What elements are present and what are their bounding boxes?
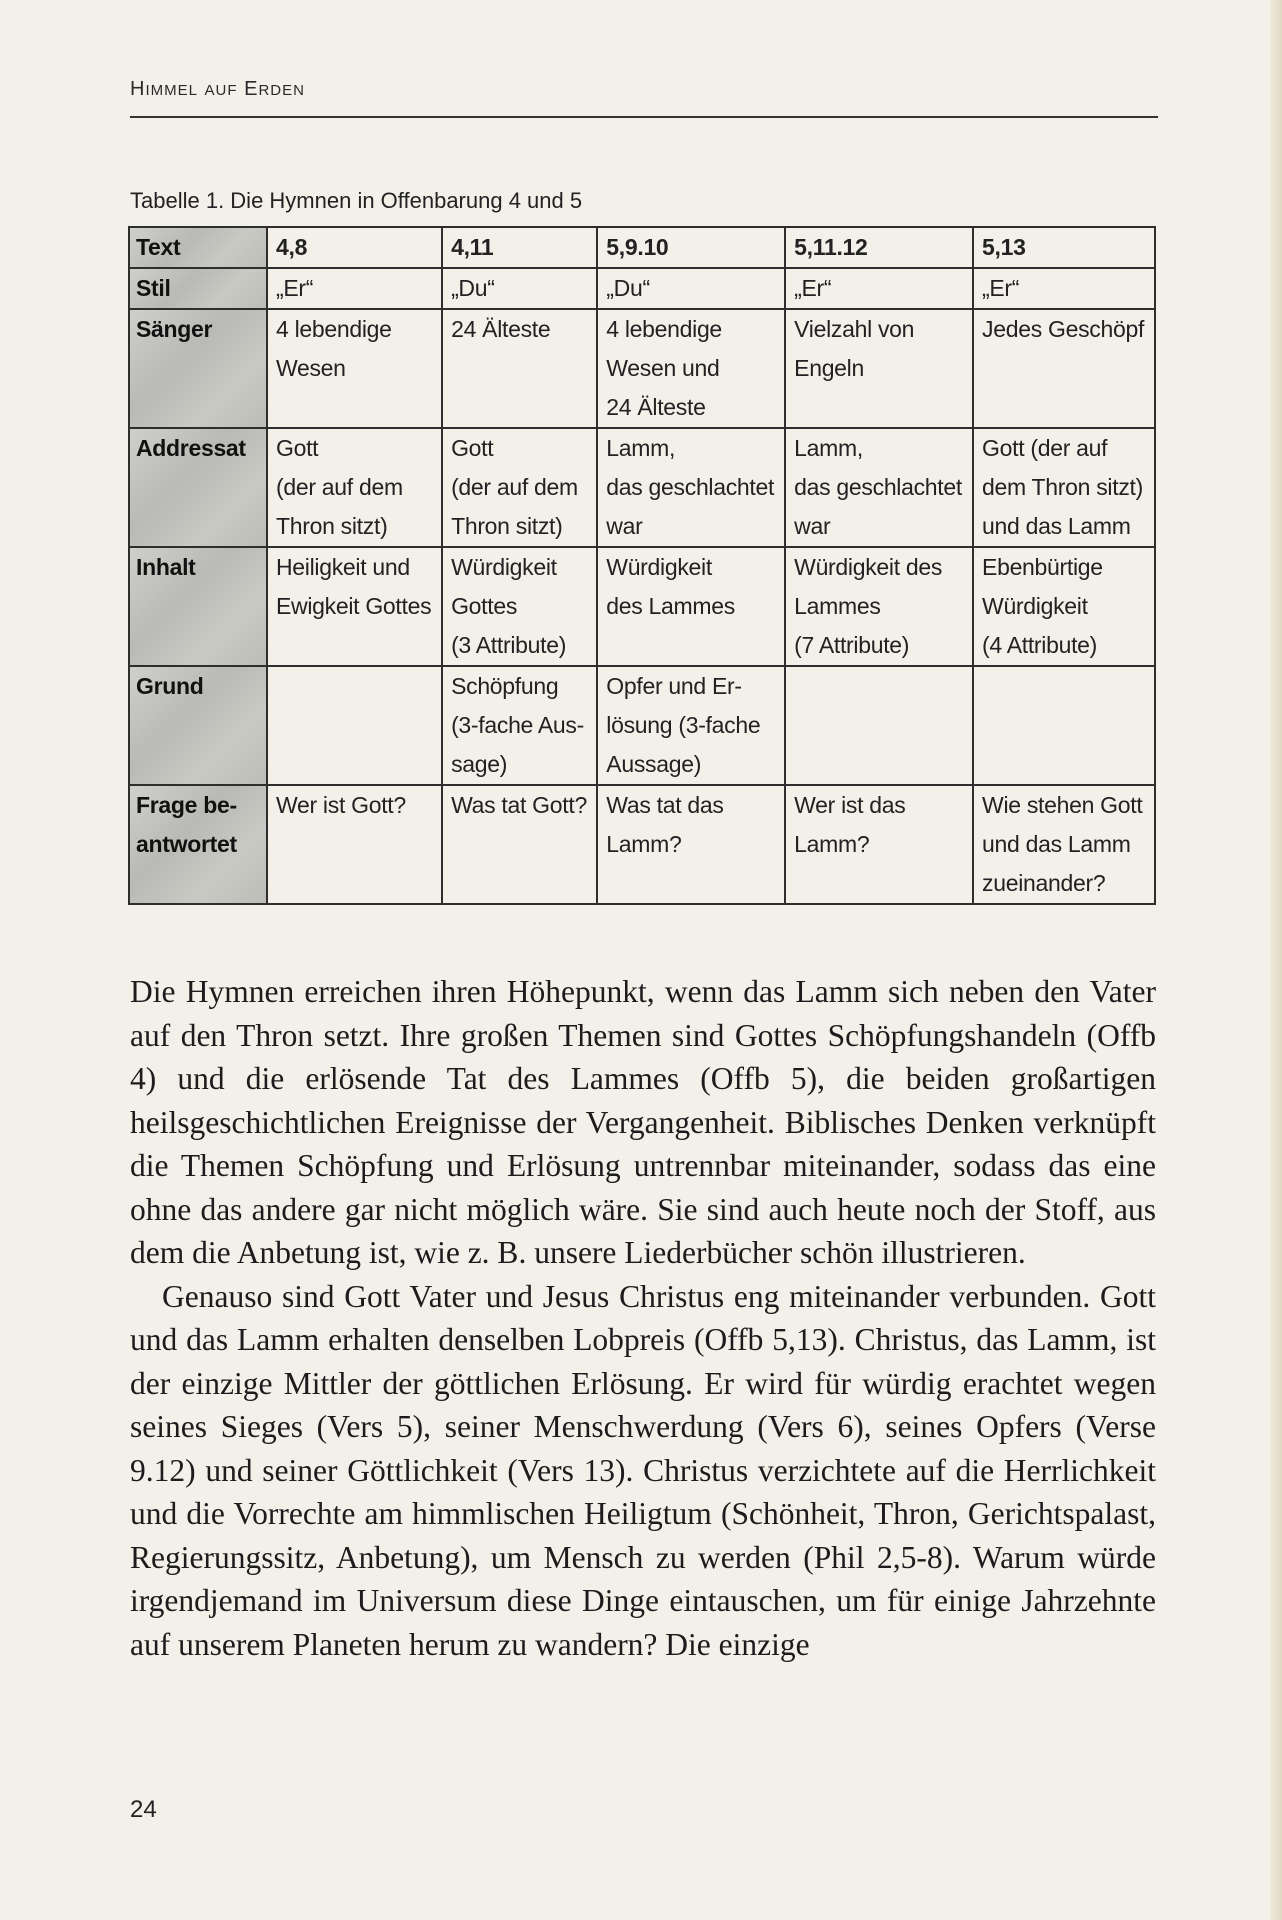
table-cell: „Er“ xyxy=(973,268,1155,309)
body-text xyxy=(130,970,1156,1666)
table-cell: Jedes Geschöpf xyxy=(973,309,1155,428)
table-cell: 4,8 xyxy=(267,227,442,268)
hymns-table xyxy=(128,226,1156,905)
table-cell: 5,9.10 xyxy=(597,227,785,268)
table-cell: Lamm, das geschlachtet war xyxy=(785,428,973,547)
table-cell: „Du“ xyxy=(442,268,597,309)
header-rule xyxy=(130,116,1158,118)
table-cell: Würdigkeit des Lammes (7 Attribute) xyxy=(785,547,973,666)
table-cell: 24 Älteste xyxy=(442,309,597,428)
row-header: Frage be- antwortet xyxy=(129,785,267,904)
row-header: Sänger xyxy=(129,309,267,428)
row-header: Inhalt xyxy=(129,547,267,666)
row-header: Addressat xyxy=(129,428,267,547)
table-cell: 5,13 xyxy=(973,227,1155,268)
table-cell: Würdigkeit des Lammes xyxy=(597,547,785,666)
table-cell: Schöpfung (3-fache Aus- sage) xyxy=(442,666,597,785)
table-cell: Wer ist das Lamm? xyxy=(785,785,973,904)
table-row xyxy=(129,666,1155,785)
table-cell: Gott (der auf dem Thron sitzt) und das Lamm xyxy=(973,428,1155,547)
table-cell: 5,11.12 xyxy=(785,227,973,268)
row-header: Grund xyxy=(129,666,267,785)
table-cell: „Du“ xyxy=(597,268,785,309)
page-number: 24 xyxy=(130,1796,157,1823)
table-row xyxy=(129,268,1155,309)
table-cell xyxy=(973,666,1155,785)
table-cell: 4,11 xyxy=(442,227,597,268)
table-cell xyxy=(785,666,973,785)
table-cell: Was tat das Lamm? xyxy=(597,785,785,904)
table-cell: Wer ist Gott? xyxy=(267,785,442,904)
table-row xyxy=(129,309,1155,428)
table-cell: „Er“ xyxy=(267,268,442,309)
table-cell: Ebenbürtige Würdigkeit (4 Attribute) xyxy=(973,547,1155,666)
table-row xyxy=(129,227,1155,268)
table-cell: Wie stehen Gott und das Lamm zueinander? xyxy=(973,785,1155,904)
table-cell: „Er“ xyxy=(785,268,973,309)
paragraph: Die Hymnen erreichen ihren Höhepunkt, wenn das Lamm sich neben den Vater auf den Thron setzt. Ihre großen Themen sind Gottes Schöpfungshandeln (Offb 4) und die erlösende Tat des Lammes (Offb 5), die beiden großartigen heilsgeschichtlichen Ereignisse der Vergangenheit. Biblisches Denken verknüpft die Themen Schöpfung und Erlösung untrennbar miteinander, sodass das eine ohne das andere gar nicht möglich wäre. Sie sind auch heute noch der Stoff, aus dem die Anbetung ist, wie z. B. unsere Liederbücher schön illustrieren. xyxy=(130,974,1156,1270)
table-cell: Lamm, das geschlachtet war xyxy=(597,428,785,547)
table-row xyxy=(129,547,1155,666)
table-row xyxy=(129,428,1155,547)
table-cell: Vielzahl von Engeln xyxy=(785,309,973,428)
table-cell: 4 lebendige Wesen und 24 Älteste xyxy=(597,309,785,428)
table-cell: Was tat Gott? xyxy=(442,785,597,904)
running-head: HIMMEL AUF ERDEN xyxy=(130,78,305,100)
table-cell: Gott (der auf dem Thron sitzt) xyxy=(267,428,442,547)
row-header: Stil xyxy=(129,268,267,309)
table-cell xyxy=(267,666,442,785)
table-cell: Opfer und Er- lösung (3-fache Aussage) xyxy=(597,666,785,785)
page-edge xyxy=(1270,0,1282,1920)
row-header: Text xyxy=(129,227,267,268)
table-row xyxy=(129,785,1155,904)
table-cell: 4 lebendige Wesen xyxy=(267,309,442,428)
table-cell: Heiligkeit und Ewigkeit Gottes xyxy=(267,547,442,666)
table-caption: Tabelle 1. Die Hymnen in Offenbarung 4 und 5 xyxy=(130,188,583,213)
table-cell: Würdigkeit Gottes (3 Attribute) xyxy=(442,547,597,666)
table-cell: Gott (der auf dem Thron sitzt) xyxy=(442,428,597,547)
paragraph: Genauso sind Gott Vater und Jesus Christus eng miteinander verbunden. Gott und das Lamm erhalten denselben Lobpreis (Offb 5,13). Christus, das Lamm, ist der einzige Mittler der göttlichen Erlösung. Er wird für würdig erachtet wegen seines Sieges (Vers 5), seiner Menschwerdung (Vers 6), seines Opfers (Verse 9.12) und seiner Göttlichkeit (Vers 13). Christus verzichtete auf die Herrlichkeit und die Vorrechte am himmlischen Heiligtum (Schönheit, Thron, Gerichtspalast, Regierungssitz, Anbetung), um Mensch zu werden (Phil 2,5-8). Warum würde irgendjemand im Universum diese Dinge eintauschen, um für einige Jahrzehnte auf unserem Planeten herum zu wandern? Die einzige xyxy=(130,1278,1156,1662)
